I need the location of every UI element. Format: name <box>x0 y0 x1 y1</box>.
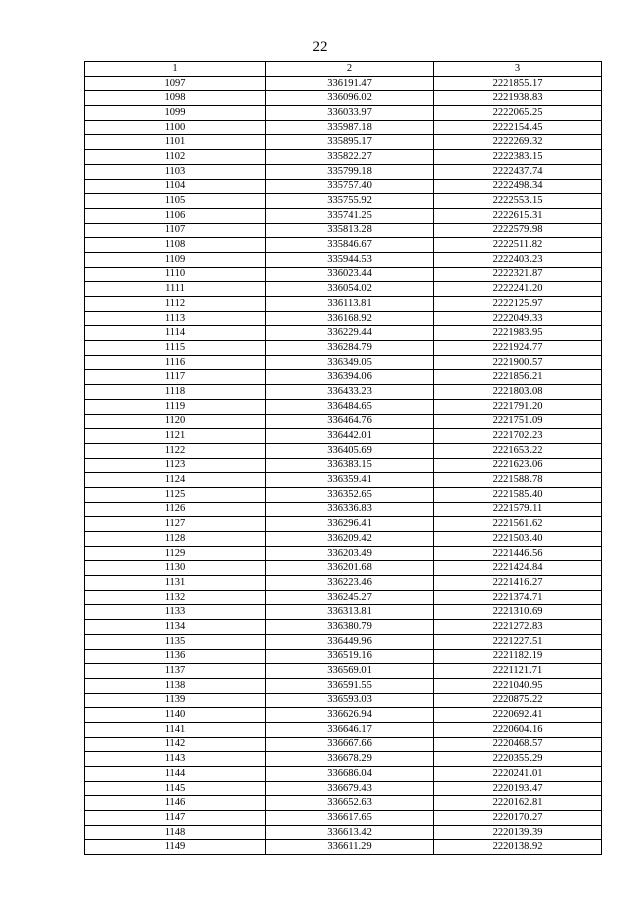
table-row <box>85 811 602 826</box>
x-coordinate-cell: 335895.17 <box>266 135 434 150</box>
point-number-cell: 1107 <box>85 223 266 238</box>
y-coordinate-cell: 2220692.41 <box>434 708 602 723</box>
table-row <box>85 722 602 737</box>
x-coordinate-cell: 336023.44 <box>266 267 434 282</box>
x-coordinate-cell: 336201.68 <box>266 561 434 576</box>
x-coordinate-cell: 335846.67 <box>266 238 434 253</box>
point-number-cell: 1133 <box>85 605 266 620</box>
table-row <box>85 341 602 356</box>
x-coordinate-cell: 336284.79 <box>266 341 434 356</box>
x-coordinate-cell: 336336.83 <box>266 502 434 517</box>
table-row <box>85 179 602 194</box>
table-row <box>85 708 602 723</box>
table-row <box>85 796 602 811</box>
table-row <box>85 487 602 502</box>
table-row <box>85 576 602 591</box>
table-row <box>85 605 602 620</box>
table-row <box>85 223 602 238</box>
point-number-cell: 1101 <box>85 135 266 150</box>
y-coordinate-cell: 2222383.15 <box>434 150 602 165</box>
table-row <box>85 164 602 179</box>
table-row <box>85 532 602 547</box>
y-coordinate-cell: 2222579.98 <box>434 223 602 238</box>
point-number-cell: 1120 <box>85 414 266 429</box>
y-coordinate-cell: 2221924.77 <box>434 341 602 356</box>
table-row <box>85 238 602 253</box>
table-row <box>85 91 602 106</box>
point-number-cell: 1129 <box>85 546 266 561</box>
table-row <box>85 678 602 693</box>
x-coordinate-cell: 336613.42 <box>266 825 434 840</box>
x-coordinate-cell: 336591.55 <box>266 678 434 693</box>
y-coordinate-cell: 2221121.71 <box>434 664 602 679</box>
point-number-cell: 1148 <box>85 825 266 840</box>
y-coordinate-cell: 2220138.92 <box>434 840 602 855</box>
y-coordinate-cell: 2221272.83 <box>434 620 602 635</box>
y-coordinate-cell: 2221702.23 <box>434 429 602 444</box>
x-coordinate-cell: 336033.97 <box>266 106 434 121</box>
x-coordinate-cell: 335755.92 <box>266 194 434 209</box>
point-number-cell: 1140 <box>85 708 266 723</box>
point-number-cell: 1138 <box>85 678 266 693</box>
x-coordinate-cell: 336113.81 <box>266 297 434 312</box>
y-coordinate-cell: 2220193.47 <box>434 781 602 796</box>
y-coordinate-cell: 2220241.01 <box>434 767 602 782</box>
x-coordinate-cell: 335813.28 <box>266 223 434 238</box>
table-row <box>85 620 602 635</box>
y-coordinate-cell: 2221416.27 <box>434 576 602 591</box>
point-number-cell: 1125 <box>85 487 266 502</box>
table-row <box>85 546 602 561</box>
x-coordinate-cell: 336349.05 <box>266 355 434 370</box>
point-number-cell: 1110 <box>85 267 266 282</box>
y-coordinate-cell: 2221040.95 <box>434 678 602 693</box>
y-coordinate-cell: 2221374.71 <box>434 590 602 605</box>
table-row <box>85 399 602 414</box>
x-coordinate-cell: 336652.63 <box>266 796 434 811</box>
y-coordinate-cell: 2221623.06 <box>434 458 602 473</box>
y-coordinate-cell: 2220139.39 <box>434 825 602 840</box>
x-coordinate-cell: 335944.53 <box>266 252 434 267</box>
point-number-cell: 1132 <box>85 590 266 605</box>
y-coordinate-cell: 2221803.08 <box>434 385 602 400</box>
x-coordinate-cell: 336191.47 <box>266 76 434 91</box>
x-coordinate-cell: 336223.46 <box>266 576 434 591</box>
table-row <box>85 282 602 297</box>
y-coordinate-cell: 2220875.22 <box>434 693 602 708</box>
x-coordinate-cell: 335799.18 <box>266 164 434 179</box>
point-number-cell: 1118 <box>85 385 266 400</box>
y-coordinate-cell: 2222498.34 <box>434 179 602 194</box>
x-coordinate-cell: 335741.25 <box>266 208 434 223</box>
x-coordinate-cell: 336229.44 <box>266 326 434 341</box>
point-number-cell: 1121 <box>85 429 266 444</box>
point-number-cell: 1112 <box>85 297 266 312</box>
y-coordinate-cell: 2220170.27 <box>434 811 602 826</box>
table-row <box>85 150 602 165</box>
x-coordinate-cell: 336203.49 <box>266 546 434 561</box>
table-row <box>85 752 602 767</box>
x-coordinate-cell: 336352.65 <box>266 487 434 502</box>
table-row <box>85 326 602 341</box>
point-number-cell: 1131 <box>85 576 266 591</box>
point-number-cell: 1106 <box>85 208 266 223</box>
point-number-cell: 1111 <box>85 282 266 297</box>
point-number-cell: 1113 <box>85 311 266 326</box>
table-header-row <box>85 62 602 77</box>
table-row <box>85 840 602 855</box>
x-coordinate-cell: 335757.40 <box>266 179 434 194</box>
y-coordinate-cell: 2222437.74 <box>434 164 602 179</box>
point-number-cell: 1114 <box>85 326 266 341</box>
x-coordinate-cell: 336626.94 <box>266 708 434 723</box>
x-coordinate-cell: 336383.15 <box>266 458 434 473</box>
y-coordinate-cell: 2222125.97 <box>434 297 602 312</box>
y-coordinate-cell: 2220468.57 <box>434 737 602 752</box>
point-number-cell: 1117 <box>85 370 266 385</box>
table-row <box>85 693 602 708</box>
point-number-cell: 1097 <box>85 76 266 91</box>
x-coordinate-cell: 336519.16 <box>266 649 434 664</box>
y-coordinate-cell: 2221588.78 <box>434 473 602 488</box>
x-coordinate-cell: 336359.41 <box>266 473 434 488</box>
table-row <box>85 649 602 664</box>
y-coordinate-cell: 2221791.20 <box>434 399 602 414</box>
table-row <box>85 458 602 473</box>
table-body <box>85 76 602 854</box>
table-row <box>85 267 602 282</box>
x-coordinate-cell: 336667.66 <box>266 737 434 752</box>
point-number-cell: 1116 <box>85 355 266 370</box>
y-coordinate-cell: 2222049.33 <box>434 311 602 326</box>
point-number-cell: 1135 <box>85 634 266 649</box>
table-row <box>85 561 602 576</box>
point-number-cell: 1100 <box>85 120 266 135</box>
y-coordinate-cell: 2221938.83 <box>434 91 602 106</box>
table-row <box>85 737 602 752</box>
table-row <box>85 825 602 840</box>
y-coordinate-cell: 2222241.20 <box>434 282 602 297</box>
y-coordinate-cell: 2222065.25 <box>434 106 602 121</box>
y-coordinate-cell: 2222403.23 <box>434 252 602 267</box>
x-coordinate-cell: 336686.04 <box>266 767 434 782</box>
point-number-cell: 1122 <box>85 443 266 458</box>
point-number-cell: 1098 <box>85 91 266 106</box>
page-number: 22 <box>312 39 328 55</box>
y-coordinate-cell: 2222511.82 <box>434 238 602 253</box>
y-coordinate-cell: 2221446.56 <box>434 546 602 561</box>
x-coordinate-cell: 336484.65 <box>266 399 434 414</box>
table-row <box>85 429 602 444</box>
table-row <box>85 590 602 605</box>
point-number-cell: 1119 <box>85 399 266 414</box>
table-row <box>85 634 602 649</box>
x-coordinate-cell: 336394.06 <box>266 370 434 385</box>
x-coordinate-cell: 336296.41 <box>266 517 434 532</box>
y-coordinate-cell: 2221856.21 <box>434 370 602 385</box>
table-row <box>85 502 602 517</box>
table-row <box>85 473 602 488</box>
y-coordinate-cell: 2221227.51 <box>434 634 602 649</box>
point-number-cell: 1145 <box>85 781 266 796</box>
point-number-cell: 1146 <box>85 796 266 811</box>
y-coordinate-cell: 2220355.29 <box>434 752 602 767</box>
point-number-cell: 1126 <box>85 502 266 517</box>
x-coordinate-cell: 336617.65 <box>266 811 434 826</box>
point-number-cell: 1143 <box>85 752 266 767</box>
y-coordinate-cell: 2222553.15 <box>434 194 602 209</box>
table-row <box>85 355 602 370</box>
column-header: 1 <box>85 62 266 77</box>
table-row <box>85 252 602 267</box>
table-row <box>85 517 602 532</box>
x-coordinate-cell: 336442.01 <box>266 429 434 444</box>
y-coordinate-cell: 2220604.16 <box>434 722 602 737</box>
point-number-cell: 1108 <box>85 238 266 253</box>
x-coordinate-cell: 336245.27 <box>266 590 434 605</box>
point-number-cell: 1123 <box>85 458 266 473</box>
x-coordinate-cell: 335987.18 <box>266 120 434 135</box>
point-number-cell: 1124 <box>85 473 266 488</box>
table-row <box>85 370 602 385</box>
y-coordinate-cell: 2221182.19 <box>434 649 602 664</box>
point-number-cell: 1130 <box>85 561 266 576</box>
table-row <box>85 76 602 91</box>
x-coordinate-cell: 336209.42 <box>266 532 434 547</box>
x-coordinate-cell: 336646.17 <box>266 722 434 737</box>
point-number-cell: 1109 <box>85 252 266 267</box>
table-row <box>85 414 602 429</box>
point-number-cell: 1103 <box>85 164 266 179</box>
y-coordinate-cell: 2221503.40 <box>434 532 602 547</box>
table-row <box>85 385 602 400</box>
x-coordinate-cell: 336593.03 <box>266 693 434 708</box>
point-number-cell: 1102 <box>85 150 266 165</box>
x-coordinate-cell: 336679.43 <box>266 781 434 796</box>
x-coordinate-cell: 336168.92 <box>266 311 434 326</box>
column-header: 2 <box>266 62 434 77</box>
point-number-cell: 1136 <box>85 649 266 664</box>
point-number-cell: 1104 <box>85 179 266 194</box>
table-row <box>85 120 602 135</box>
table-row <box>85 311 602 326</box>
y-coordinate-cell: 2222154.45 <box>434 120 602 135</box>
point-number-cell: 1144 <box>85 767 266 782</box>
point-number-cell: 1139 <box>85 693 266 708</box>
table-row <box>85 208 602 223</box>
point-number-cell: 1128 <box>85 532 266 547</box>
coordinates-table <box>84 61 602 855</box>
x-coordinate-cell: 336464.76 <box>266 414 434 429</box>
x-coordinate-cell: 336313.81 <box>266 605 434 620</box>
y-coordinate-cell: 2221983.95 <box>434 326 602 341</box>
y-coordinate-cell: 2222269.32 <box>434 135 602 150</box>
point-number-cell: 1147 <box>85 811 266 826</box>
point-number-cell: 1137 <box>85 664 266 679</box>
column-header: 3 <box>434 62 602 77</box>
y-coordinate-cell: 2221585.40 <box>434 487 602 502</box>
point-number-cell: 1134 <box>85 620 266 635</box>
x-coordinate-cell: 336449.96 <box>266 634 434 649</box>
y-coordinate-cell: 2221855.17 <box>434 76 602 91</box>
x-coordinate-cell: 336611.29 <box>266 840 434 855</box>
x-coordinate-cell: 336054.02 <box>266 282 434 297</box>
y-coordinate-cell: 2221751.09 <box>434 414 602 429</box>
table-row <box>85 781 602 796</box>
point-number-cell: 1105 <box>85 194 266 209</box>
point-number-cell: 1127 <box>85 517 266 532</box>
x-coordinate-cell: 336096.02 <box>266 91 434 106</box>
y-coordinate-cell: 2220162.81 <box>434 796 602 811</box>
point-number-cell: 1099 <box>85 106 266 121</box>
point-number-cell: 1141 <box>85 722 266 737</box>
table-row <box>85 664 602 679</box>
y-coordinate-cell: 2222615.31 <box>434 208 602 223</box>
x-coordinate-cell: 336433.23 <box>266 385 434 400</box>
x-coordinate-cell: 336569.01 <box>266 664 434 679</box>
x-coordinate-cell: 336678.29 <box>266 752 434 767</box>
y-coordinate-cell: 2221579.11 <box>434 502 602 517</box>
point-number-cell: 1115 <box>85 341 266 356</box>
table-row <box>85 297 602 312</box>
point-number-cell: 1149 <box>85 840 266 855</box>
y-coordinate-cell: 2221653.22 <box>434 443 602 458</box>
y-coordinate-cell: 2221561.62 <box>434 517 602 532</box>
y-coordinate-cell: 2221310.69 <box>434 605 602 620</box>
table-row <box>85 135 602 150</box>
x-coordinate-cell: 335822.27 <box>266 150 434 165</box>
table-row <box>85 443 602 458</box>
y-coordinate-cell: 2221424.84 <box>434 561 602 576</box>
table-row <box>85 106 602 121</box>
y-coordinate-cell: 2221900.57 <box>434 355 602 370</box>
y-coordinate-cell: 2222321.87 <box>434 267 602 282</box>
x-coordinate-cell: 336380.79 <box>266 620 434 635</box>
point-number-cell: 1142 <box>85 737 266 752</box>
table-row <box>85 194 602 209</box>
table-row <box>85 767 602 782</box>
x-coordinate-cell: 336405.69 <box>266 443 434 458</box>
